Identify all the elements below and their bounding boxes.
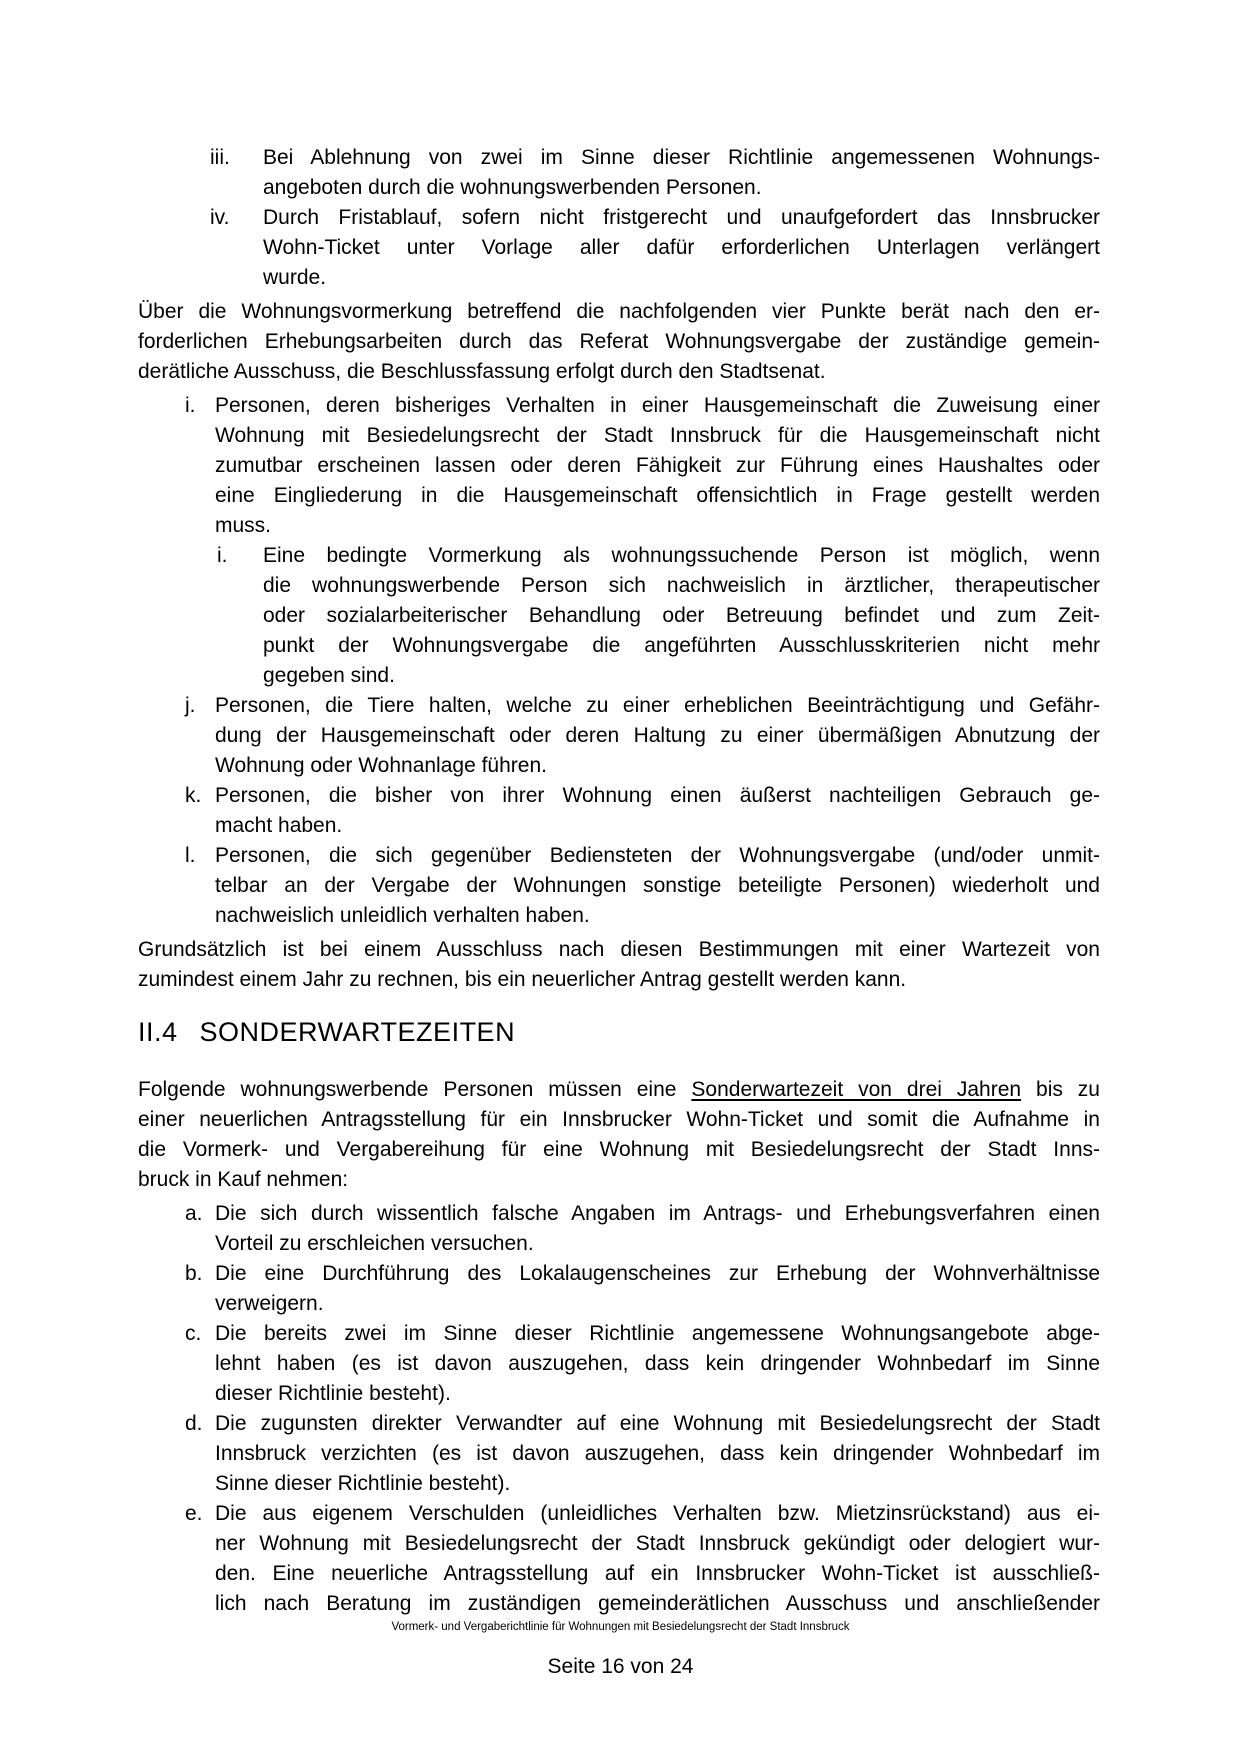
- list-item-text: [215, 1409, 1100, 1499]
- text-line: dung der Hausgemeinschaft oder deren Haltung zu einer übermäßigen Abnutzung der: [215, 724, 1100, 747]
- list-item: [138, 1499, 1100, 1619]
- text-line: Über die Wohnungsvormerkung betreffend die nachfolgenden vier Punkte berät nach den er-: [138, 300, 1100, 323]
- text-line: Die bereits zwei im Sinne dieser Richtlinie angemessene Wohnungsangebote abge-: [215, 1322, 1100, 1345]
- list-item-text: [215, 1319, 1100, 1409]
- text-line: telbar an der Vergabe der Wohnungen sonstige beteiligte Personen) wiederholt und: [215, 874, 1100, 897]
- text-line: Die zugunsten direkter Verwandter auf eine Wohnung mit Besiedelungsrecht der Stadt: [215, 1412, 1100, 1435]
- text-line: Die eine Durchführung des Lokalaugenscheines zur Erhebung der Wohnverhältnisse: [215, 1262, 1100, 1285]
- list-item: [138, 1409, 1100, 1499]
- text-line: Personen, die bisher von ihrer Wohnung einen äußerst nachteiligen Gebrauch ge-: [215, 784, 1100, 807]
- list-item-text: [263, 541, 1100, 691]
- text-line: Personen, deren bisheriges Verhalten in einer Hausgemeinschaft die Zuweisung einer: [215, 394, 1100, 417]
- list-marker: d.: [185, 1412, 203, 1435]
- text-line: Die aus eigenem Verschulden (unleidliches Verhalten bzw. Mietzinsrückstand) aus ei-: [215, 1502, 1100, 1525]
- exclusion-list: [138, 391, 1100, 931]
- text-line: Eine bedingte Vormerkung als wohnungssuchende Person ist möglich, wenn: [263, 544, 1100, 567]
- text-line: Sinne dieser Richtlinie besteht).: [215, 1472, 511, 1495]
- text-line: Innsbruck verzichten (es ist davon auszugehen, dass kein dringender Wohnbedarf im: [215, 1442, 1100, 1465]
- text-line: zumutbar erscheinen lassen oder deren Fähigkeit zur Führung eines Haushaltes oder: [215, 454, 1100, 477]
- list-item: [138, 1319, 1100, 1409]
- section-heading: [138, 1013, 1100, 1051]
- text-line: oder sozialarbeiterischer Behandlung oder Betreuung befindet und zum Zeit-: [263, 604, 1100, 627]
- list-marker: a.: [185, 1202, 203, 1225]
- text-line: die Vormerk- und Vergabereihung für eine Wohnung mit Besiedelungsrecht der Stadt Inns-: [138, 1138, 1100, 1161]
- text-line: Vorteil zu erschleichen versuchen.: [215, 1232, 534, 1255]
- list-item: [138, 691, 1100, 781]
- text-line: Wohnung oder Wohnanlage führen.: [215, 754, 547, 777]
- paragraph: [138, 935, 1100, 995]
- text-line: Personen, die Tiere halten, welche zu einer erheblichen Beeinträchtigung und Gefähr-: [215, 694, 1100, 717]
- list-item-text: [215, 1199, 1100, 1259]
- line-post: bis zu: [1021, 1078, 1100, 1101]
- list-marker: j.: [185, 694, 196, 717]
- text-line: lich nach Beratung im zuständigen gemeinderätlichen Ausschuss und anschließender: [215, 1592, 1100, 1615]
- text-line: Grundsätzlich ist bei einem Ausschluss nach diesen Bestimmungen mit einer Wartezeit von: [138, 938, 1100, 961]
- text-line: eine Eingliederung in die Hausgemeinschaft offensichtlich in Frage gestellt werden: [215, 484, 1100, 507]
- text-line: einer neuerlichen Antragsstellung für ein Innsbrucker Wohn-Ticket und somit die Aufnahme in: [138, 1108, 1100, 1131]
- list-item-text: [215, 1259, 1100, 1319]
- list-item: [138, 841, 1100, 931]
- list-marker: c.: [185, 1322, 202, 1345]
- list-item-text: [215, 391, 1100, 691]
- text-line: muss.: [215, 514, 272, 537]
- text-line: Personen, die sich gegenüber Bediensteten der Wohnungsvergabe (und/oder unmit-: [215, 844, 1100, 867]
- text-line: angeboten durch die wohnungswerbenden Personen.: [263, 176, 762, 199]
- page-number: Seite 16 von 24: [547, 1655, 694, 1678]
- list-marker: i.: [185, 394, 196, 417]
- footer-document-title: Vormerk- und Vergaberichtlinie für Wohnungen mit Besiedelungsrecht der Stadt Innsbruck: [391, 1621, 850, 1633]
- list-item-text: [215, 841, 1100, 931]
- list-item-text: [263, 143, 1100, 203]
- text-line: nachweislich unleidlich verhalten haben.: [215, 904, 590, 927]
- list-item: [138, 781, 1100, 841]
- text-line: derätliche Ausschuss, die Beschlussfassung erfolgt durch den Stadtsenat.: [138, 360, 826, 383]
- list-item-text: [215, 1499, 1100, 1619]
- text-line: ner Wohnung mit Besiedelungsrecht der Stadt Innsbruck gekündigt oder delogiert wur-: [215, 1532, 1100, 1555]
- text-line: punkt der Wohnungsvergabe die angeführten Ausschlusskriterien nicht mehr: [263, 634, 1100, 657]
- section-title: SONDERWARTEZEITEN: [199, 1017, 516, 1047]
- list-item-text: [215, 781, 1100, 841]
- text-line: Durch Fristablauf, sofern nicht fristgerecht und unaufgefordert das Innsbrucker: [263, 206, 1100, 229]
- text-line: zumindest einem Jahr zu rechnen, bis ein neuerlicher Antrag gestellt werden kann.: [138, 968, 907, 991]
- list-item: [138, 1199, 1100, 1259]
- sonderwartezeit-list: [138, 1199, 1100, 1619]
- list-item: [138, 391, 1100, 691]
- text-line: bruck in Kauf nehmen:: [138, 1168, 349, 1191]
- text-line: dieser Richtlinie besteht).: [215, 1382, 451, 1405]
- roman-list: [138, 143, 1100, 293]
- text-line: gegeben sind.: [263, 664, 395, 687]
- list-item-text: [263, 203, 1100, 293]
- list-item-text: [215, 691, 1100, 781]
- list-marker: b.: [185, 1262, 203, 1285]
- text-line: forderlichen Erhebungsarbeiten durch das Referat Wohnungsvergabe der zuständige gemein-: [138, 330, 1100, 353]
- text-line: Die sich durch wissentlich falsche Angaben im Antrags- und Erhebungsverfahren einen: [215, 1202, 1100, 1225]
- list-item: [138, 143, 1100, 203]
- list-item: [138, 203, 1100, 293]
- list-marker: l.: [185, 844, 196, 867]
- list-marker: k.: [185, 784, 202, 807]
- text-line: den. Eine neuerliche Antragsstellung auf ein Innsbrucker Wohn-Ticket ist ausschließ-: [215, 1562, 1100, 1585]
- line-pre: Folgende wohnungswerbende Personen müssen eine: [138, 1078, 692, 1101]
- text-line: Wohnung mit Besiedelungsrecht der Stadt Innsbruck für die Hausgemeinschaft nicht: [215, 424, 1100, 447]
- list-marker: iii.: [210, 146, 230, 169]
- text-line: [138, 1075, 1100, 1105]
- nested-list-item: [215, 541, 1100, 691]
- list-item-lines: [215, 391, 1100, 541]
- paragraph-lines: [138, 1105, 1100, 1195]
- paragraph: [138, 1075, 1100, 1195]
- text-line: Bei Ablehnung von zwei im Sinne dieser Richtlinie angemessenen Wohnungs-: [263, 146, 1100, 169]
- text-line: macht haben.: [215, 814, 343, 837]
- text-line: Wohn-Ticket unter Vorlage aller dafür erforderlichen Unterlagen verlängert: [263, 236, 1100, 259]
- underlined-phrase: Sonderwartezeit von drei Jahren: [691, 1078, 1022, 1101]
- list-marker: iv.: [210, 206, 230, 229]
- list-marker: i.: [217, 544, 228, 567]
- text-line: verweigern.: [215, 1292, 324, 1315]
- text-line: wurde.: [263, 266, 327, 289]
- section-number: II.4: [138, 1017, 178, 1047]
- paragraph: [138, 297, 1100, 387]
- list-marker: e.: [185, 1502, 203, 1525]
- text-line: lehnt haben (es ist davon auszugehen, dass kein dringender Wohnbedarf im Sinne: [215, 1352, 1100, 1375]
- text-line: die wohnungswerbende Person sich nachweislich in ärztlicher, therapeutischer: [263, 574, 1100, 597]
- list-item: [138, 1259, 1100, 1319]
